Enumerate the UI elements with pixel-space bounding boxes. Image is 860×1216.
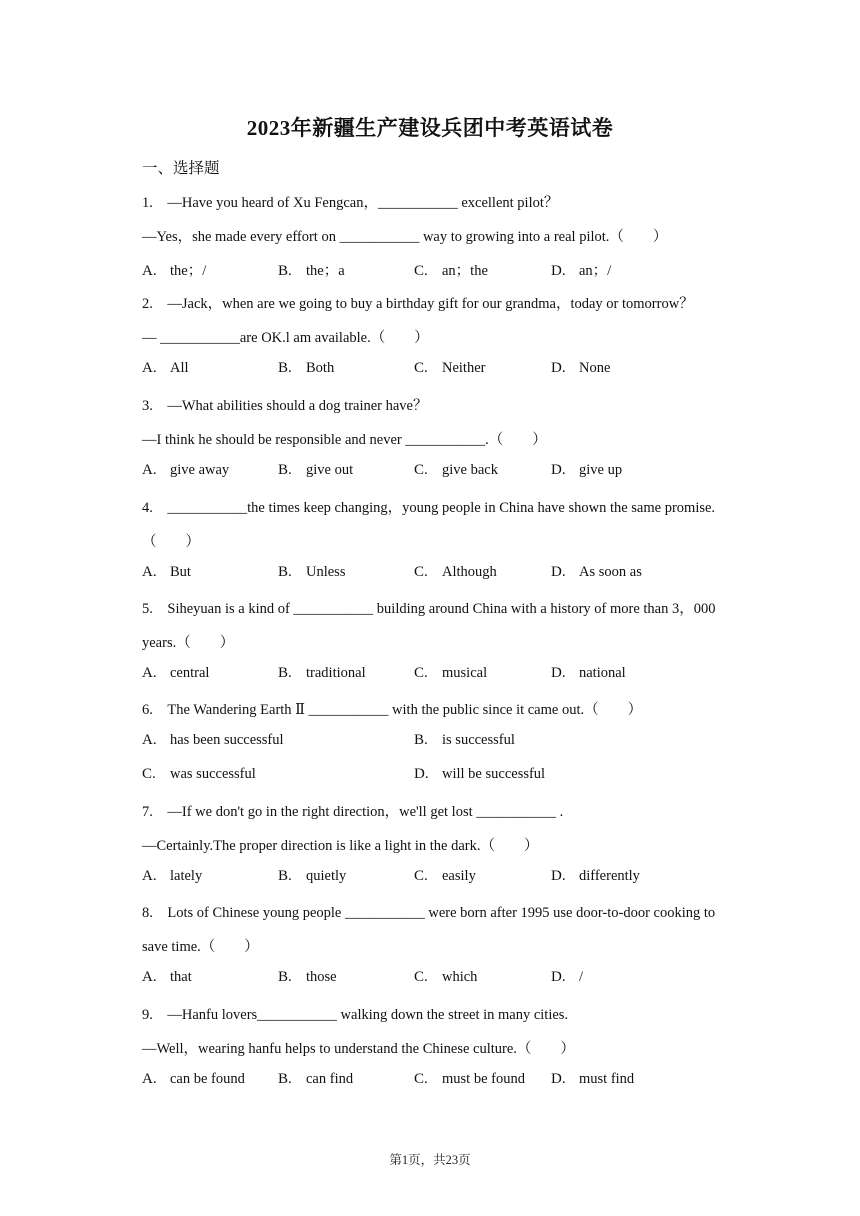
option-letter: A. [142, 732, 157, 748]
option-c-q6 [142, 766, 256, 783]
question-9-line: —Well，wearing hanfu helps to understand the Chinese culture.（ ） [142, 1041, 575, 1057]
question-2-line: 2. —Jack，when are we going to buy a birthday gift for our grandma，today or tomorrow？ [142, 296, 694, 312]
option-c-q8 [414, 969, 477, 986]
option-text: Neither [442, 360, 486, 376]
option-b-q1 [278, 259, 345, 280]
option-d-q6 [414, 766, 545, 783]
question-8-line: save time.（ ） [142, 939, 259, 955]
option-b-q6 [414, 732, 515, 749]
option-d-q4 [551, 564, 642, 581]
option-d-q1 [551, 259, 611, 280]
option-letter: B. [278, 969, 292, 985]
option-letter: B. [278, 1071, 292, 1087]
option-a-q9 [142, 1071, 245, 1088]
option-a-q8 [142, 969, 192, 986]
option-letter: A. [142, 969, 157, 985]
option-text: Although [442, 564, 497, 580]
option-text: will be successful [442, 766, 546, 782]
option-text: Both [306, 360, 335, 376]
option-b-q5 [278, 665, 366, 682]
question-9-line: 9. —Hanfu lovers___________ walking down the street in many cities. [142, 1007, 569, 1023]
option-letter: A. [142, 462, 157, 478]
option-letter: C. [142, 766, 156, 782]
option-c-q7 [414, 868, 476, 885]
option-letter: D. [414, 766, 429, 782]
option-letter: A. [142, 868, 157, 884]
option-text: lately [170, 868, 203, 884]
option-d-q8 [551, 969, 583, 986]
question-7-line: —Certainly.The proper direction is like a light in the dark.（ ） [142, 838, 539, 854]
option-letter: B. [278, 665, 292, 681]
option-letter: C. [414, 868, 428, 884]
option-text: give back [442, 462, 498, 478]
question-4-line: 4. ___________the times keep changing，young people in China have shown the same promise. [142, 500, 716, 516]
option-text: which [442, 969, 478, 985]
option-letter: A. [142, 1071, 157, 1087]
option-text: musical [442, 665, 488, 681]
question-2-line: — ___________are OK.l am available.（ ） [142, 330, 429, 346]
option-letter: C. [414, 969, 428, 985]
option-letter: B. [278, 868, 292, 884]
option-letter: C. [414, 665, 428, 681]
option-letter: A. [142, 360, 157, 376]
option-text: give up [579, 462, 623, 478]
option-text: those [306, 969, 337, 985]
option-letter: A. [142, 263, 157, 279]
option-c-q4 [414, 564, 497, 581]
option-b-q4 [278, 564, 345, 581]
option-text: As soon as [579, 564, 642, 580]
option-text: / [579, 969, 584, 985]
question-8-line: 8. Lots of Chinese young people ___________ were born after 1995 use door-to-door cooking to [142, 905, 716, 921]
page-title: 2023年新疆生产建设兵团中考英语试卷 [246, 116, 614, 140]
option-c-q9 [414, 1071, 525, 1088]
option-d-q7 [551, 868, 640, 885]
option-b-q8 [278, 969, 337, 986]
question-5-line: years.（ ） [142, 635, 235, 651]
option-letter: D. [551, 868, 566, 884]
question-6-line: 6. The Wandering Earth Ⅱ ___________ with the public since it came out.（ ） [142, 702, 643, 718]
option-text: central [170, 665, 210, 681]
option-c-q1 [414, 259, 488, 280]
option-text: that [170, 969, 192, 985]
option-letter: D. [551, 665, 566, 681]
option-letter: B. [278, 360, 292, 376]
option-text: None [579, 360, 611, 376]
option-text: the；/ [170, 263, 207, 279]
option-text: an；/ [579, 263, 612, 279]
option-a-q6 [142, 732, 284, 749]
option-text: All [170, 360, 189, 376]
option-c-q3 [414, 462, 498, 479]
option-letter: D. [551, 263, 566, 279]
option-text: But [170, 564, 191, 580]
option-text: the；a [306, 263, 345, 279]
option-d-q9 [551, 1071, 634, 1088]
option-b-q2 [278, 360, 334, 377]
option-text: easily [442, 868, 476, 884]
option-c-q5 [414, 665, 487, 682]
question-3-line: —I think he should be responsible and never ___________.（ ） [142, 432, 547, 448]
option-b-q3 [278, 462, 353, 479]
option-a-q2 [142, 360, 189, 377]
option-c-q2 [414, 360, 485, 377]
option-text: traditional [306, 665, 366, 681]
option-letter: C. [414, 1071, 428, 1087]
option-text: national [579, 665, 626, 681]
option-letter: B. [414, 732, 428, 748]
option-text: can be found [170, 1071, 245, 1087]
option-text: quietly [306, 868, 347, 884]
question-7-line: 7. —If we don't go in the right direction，we'll get lost ___________ . [142, 804, 564, 820]
option-letter: C. [414, 360, 428, 376]
option-letter: B. [278, 263, 292, 279]
option-text: is successful [442, 732, 515, 748]
option-letter: A. [142, 564, 157, 580]
page-footer: 第1页，共23页 [389, 1153, 471, 1167]
option-text: give away [170, 462, 230, 478]
option-b-q9 [278, 1071, 353, 1088]
question-1-line: 1. —Have you heard of Xu Fengcan，___________ excellent pilot？ [142, 195, 559, 211]
option-a-q4 [142, 564, 191, 581]
option-letter: D. [551, 1071, 566, 1087]
option-letter: C. [414, 564, 428, 580]
option-letter: B. [278, 462, 292, 478]
option-text: can find [306, 1071, 354, 1087]
question-1-line: —Yes，she made every effort on ___________ way to growing into a real pilot.（ ） [142, 229, 668, 245]
option-letter: D. [551, 462, 566, 478]
option-d-q2 [551, 360, 610, 377]
option-text: has been successful [170, 732, 284, 748]
option-b-q7 [278, 868, 346, 885]
option-letter: D. [551, 969, 566, 985]
option-text: must find [579, 1071, 635, 1087]
option-letter: D. [551, 564, 566, 580]
option-text: must be found [442, 1071, 525, 1087]
option-d-q3 [551, 462, 622, 479]
option-a-q7 [142, 868, 202, 885]
option-text: was successful [170, 766, 256, 782]
question-5-line: 5. Siheyuan is a kind of ___________ building around China with a history of more than 3，000 [142, 601, 716, 617]
option-a-q3 [142, 462, 229, 479]
option-text: Unless [306, 564, 346, 580]
section-heading: 一、选择题 [142, 160, 220, 177]
question-3-line: 3. —What abilities should a dog trainer have？ [142, 398, 428, 414]
option-letter: C. [414, 462, 428, 478]
option-letter: A. [142, 665, 157, 681]
option-a-q5 [142, 665, 209, 682]
question-4-line: （ ） [142, 534, 200, 550]
option-d-q5 [551, 665, 626, 682]
option-text: give out [306, 462, 354, 478]
option-letter: B. [278, 564, 292, 580]
option-a-q1 [142, 259, 206, 280]
option-letter: C. [414, 263, 428, 279]
option-letter: D. [551, 360, 566, 376]
option-text: an；the [442, 263, 488, 279]
option-text: differently [579, 868, 640, 884]
